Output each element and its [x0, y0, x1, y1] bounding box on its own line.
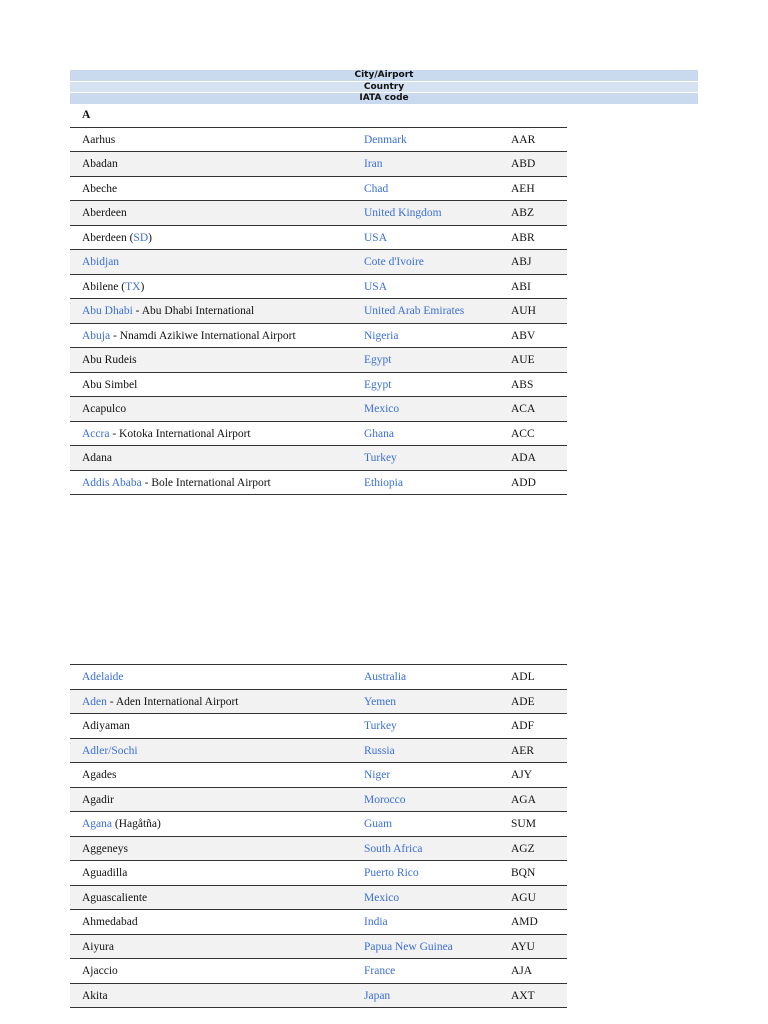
iata-code: AEH — [511, 182, 535, 195]
city-link[interactable]: Abidjan — [82, 256, 120, 268]
country-link[interactable]: Guam — [364, 818, 393, 830]
city-name: Acapulco — [82, 403, 127, 415]
table-row — [70, 177, 567, 202]
table-row — [70, 788, 567, 813]
city-name: Abilene — [82, 280, 119, 293]
city-name: Agadir — [82, 793, 114, 806]
iata-code: ABV — [511, 329, 536, 342]
iata-code: ACA — [511, 403, 536, 415]
city-cell — [82, 837, 128, 862]
iata-code: ADL — [511, 671, 535, 683]
country-link[interactable]: Russia — [364, 744, 395, 757]
iata-code: AUH — [511, 305, 536, 317]
city-name: Ajaccio — [82, 965, 118, 977]
table-row — [70, 739, 567, 764]
city-name: Adiyaman — [82, 720, 130, 732]
table-row — [70, 128, 567, 153]
table-header — [70, 70, 698, 105]
table-row — [70, 324, 567, 349]
table-row — [70, 201, 567, 226]
country-link[interactable]: Ghana — [364, 427, 395, 440]
section-letter: A — [82, 109, 91, 121]
section-row — [70, 103, 567, 128]
iata-code: ABD — [511, 158, 536, 170]
city-name: Abeche — [82, 182, 118, 195]
city-name: Akita — [82, 989, 108, 1002]
country-link[interactable]: Australia — [364, 671, 407, 683]
city-cell — [82, 812, 161, 837]
header-country: Country — [70, 82, 698, 94]
country-link[interactable]: Egypt — [364, 378, 392, 391]
country-link[interactable]: Morocco — [364, 793, 406, 806]
iata-code: ABR — [511, 231, 535, 244]
country-link[interactable]: Chad — [364, 182, 389, 195]
header-city-airport: City/Airport — [70, 70, 698, 82]
iata-code: SUM — [511, 818, 536, 830]
city-cell — [82, 910, 138, 935]
country-link[interactable]: USA — [364, 231, 388, 244]
iata-code: ABS — [511, 378, 534, 391]
table-row — [70, 861, 567, 886]
iata-code: ADF — [511, 720, 535, 732]
table-row — [70, 910, 567, 935]
city-cell — [82, 714, 130, 739]
city-cell — [82, 324, 296, 349]
table-row — [70, 348, 567, 373]
city-link[interactable]: Adler/Sochi — [82, 744, 138, 757]
city-link[interactable]: Aden — [82, 695, 107, 708]
iata-code: AUE — [511, 354, 535, 366]
city-name: Adana — [82, 452, 113, 464]
city-cell — [82, 250, 119, 275]
iata-code: AGZ — [511, 842, 535, 855]
city-name: Aberdeen — [82, 231, 127, 244]
city-name: Aiyura — [82, 940, 114, 953]
table-row — [70, 471, 567, 496]
city-link[interactable]: Addis Ababa — [82, 476, 142, 489]
city-name: Aarhus — [82, 133, 116, 146]
city-cell — [82, 397, 126, 422]
table-row — [70, 397, 567, 422]
country-link[interactable]: Egypt — [364, 354, 392, 366]
iata-code: AAR — [511, 133, 536, 146]
country-link[interactable]: Nigeria — [364, 329, 399, 342]
iata-code: AYU — [511, 940, 535, 953]
table-row — [70, 959, 567, 984]
country-link[interactable]: South Africa — [364, 842, 423, 855]
country-link[interactable]: Mexico — [364, 403, 400, 415]
country-link[interactable]: United Arab Emirates — [364, 305, 465, 317]
city-cell — [82, 201, 127, 226]
city-link[interactable]: Accra — [82, 427, 110, 440]
city-cell — [82, 471, 271, 496]
city-link[interactable]: Abu Dhabi — [82, 305, 133, 317]
country-link[interactable]: Cote d'Ivoire — [364, 256, 424, 268]
country-link[interactable]: Iran — [364, 158, 383, 170]
airport-name: - Aden International Airport — [106, 695, 239, 708]
city-cell — [82, 690, 239, 715]
city-cell — [82, 665, 124, 690]
iata-code: ADE — [511, 695, 535, 708]
city-link[interactable]: Adelaide — [82, 671, 124, 683]
iata-code: ADA — [511, 452, 536, 464]
airport-name: - Bole International Airport — [141, 476, 271, 489]
city-cell — [82, 348, 137, 373]
city-cell — [82, 788, 114, 813]
table-row — [70, 837, 567, 862]
table-row — [70, 299, 567, 324]
city-cell — [82, 373, 137, 398]
city-cell — [82, 446, 112, 471]
country-link[interactable]: Ethiopia — [364, 476, 403, 489]
country-link[interactable]: India — [364, 916, 388, 928]
table-row — [70, 152, 567, 177]
state-link[interactable]: SD — [133, 231, 149, 244]
country-link[interactable]: Puerto Rico — [364, 867, 419, 879]
country-link[interactable]: France — [364, 965, 396, 977]
iata-code: ABJ — [511, 256, 532, 268]
city-cell — [82, 739, 138, 764]
table-row — [70, 373, 567, 398]
city-cell — [82, 763, 117, 788]
city-name: Abu Rudeis — [82, 354, 137, 366]
iata-code: AGU — [511, 891, 536, 904]
country-link[interactable]: Turkey — [364, 720, 397, 732]
city-name: Agades — [82, 769, 117, 781]
iata-code: AGA — [511, 793, 536, 806]
city-cell — [82, 128, 115, 153]
airport-table-2 — [70, 664, 567, 1008]
city-cell — [82, 935, 114, 960]
iata-code: ABI — [511, 280, 531, 293]
airport-name: - Abu Dhabi International — [132, 305, 255, 317]
country-link[interactable]: Papua New Guinea — [364, 940, 453, 953]
country-link[interactable]: Niger — [364, 769, 391, 781]
city-link[interactable]: Agana — [82, 818, 113, 830]
city-cell — [82, 861, 127, 886]
table-row — [70, 984, 567, 1009]
iata-code: ACC — [511, 427, 535, 440]
city-cell — [82, 152, 118, 177]
city-name: Abu Simbel — [82, 378, 138, 391]
state-link[interactable]: TX — [125, 280, 141, 293]
table-row — [70, 446, 567, 471]
city-name: Aguadilla — [82, 867, 128, 879]
city-cell — [82, 177, 117, 202]
city-link[interactable]: Abuja — [82, 329, 111, 342]
country-link[interactable]: Denmark — [364, 133, 407, 146]
table-row — [70, 422, 567, 447]
country-link[interactable]: USA — [364, 280, 388, 293]
country-link[interactable]: Japan — [364, 989, 391, 1002]
city-name: Aberdeen — [82, 207, 127, 219]
iata-code: AXT — [511, 989, 535, 1002]
airport-name: - Kotoka International Airport — [109, 427, 251, 440]
country-link[interactable]: United Kingdom — [364, 207, 442, 219]
city-cell — [82, 299, 254, 324]
table-row — [70, 935, 567, 960]
header-iata-code: IATA code — [70, 93, 698, 105]
airport-name: - Nnamdi Azikiwe International Airport — [110, 329, 296, 342]
country-link[interactable]: Yemen — [364, 695, 397, 708]
city-cell — [82, 984, 108, 1009]
city-name: Ahmedabad — [82, 916, 138, 928]
country-link[interactable]: Turkey — [364, 452, 397, 464]
iata-code: ABZ — [511, 207, 534, 219]
iata-code: AJY — [511, 769, 533, 781]
city-cell: Abilene (TX) — [82, 280, 145, 293]
city-cell — [82, 886, 147, 911]
airport-table-1 — [70, 103, 567, 495]
country-link[interactable]: Mexico — [364, 891, 400, 904]
iata-code: ADD — [511, 476, 536, 489]
city-name: Aggeneys — [82, 842, 128, 855]
table-row — [70, 226, 567, 251]
table-row — [70, 763, 567, 788]
city-cell — [82, 422, 251, 447]
iata-code: AJA — [511, 965, 533, 977]
table-row — [70, 690, 567, 715]
iata-code: AER — [511, 744, 534, 757]
airport-name: (Hagåtña) — [112, 818, 161, 830]
city-cell: Aberdeen (SD) — [82, 231, 152, 244]
table-row — [70, 812, 567, 837]
table-row — [70, 275, 567, 300]
city-name: Abadan — [82, 158, 118, 170]
city-name: Aguascaliente — [82, 891, 148, 904]
table-row — [70, 250, 567, 275]
table-row — [70, 665, 567, 690]
iata-code: AMD — [511, 916, 538, 928]
city-cell — [82, 959, 118, 984]
table-row — [70, 714, 567, 739]
iata-code: BQN — [511, 867, 536, 879]
table-row — [70, 886, 567, 911]
